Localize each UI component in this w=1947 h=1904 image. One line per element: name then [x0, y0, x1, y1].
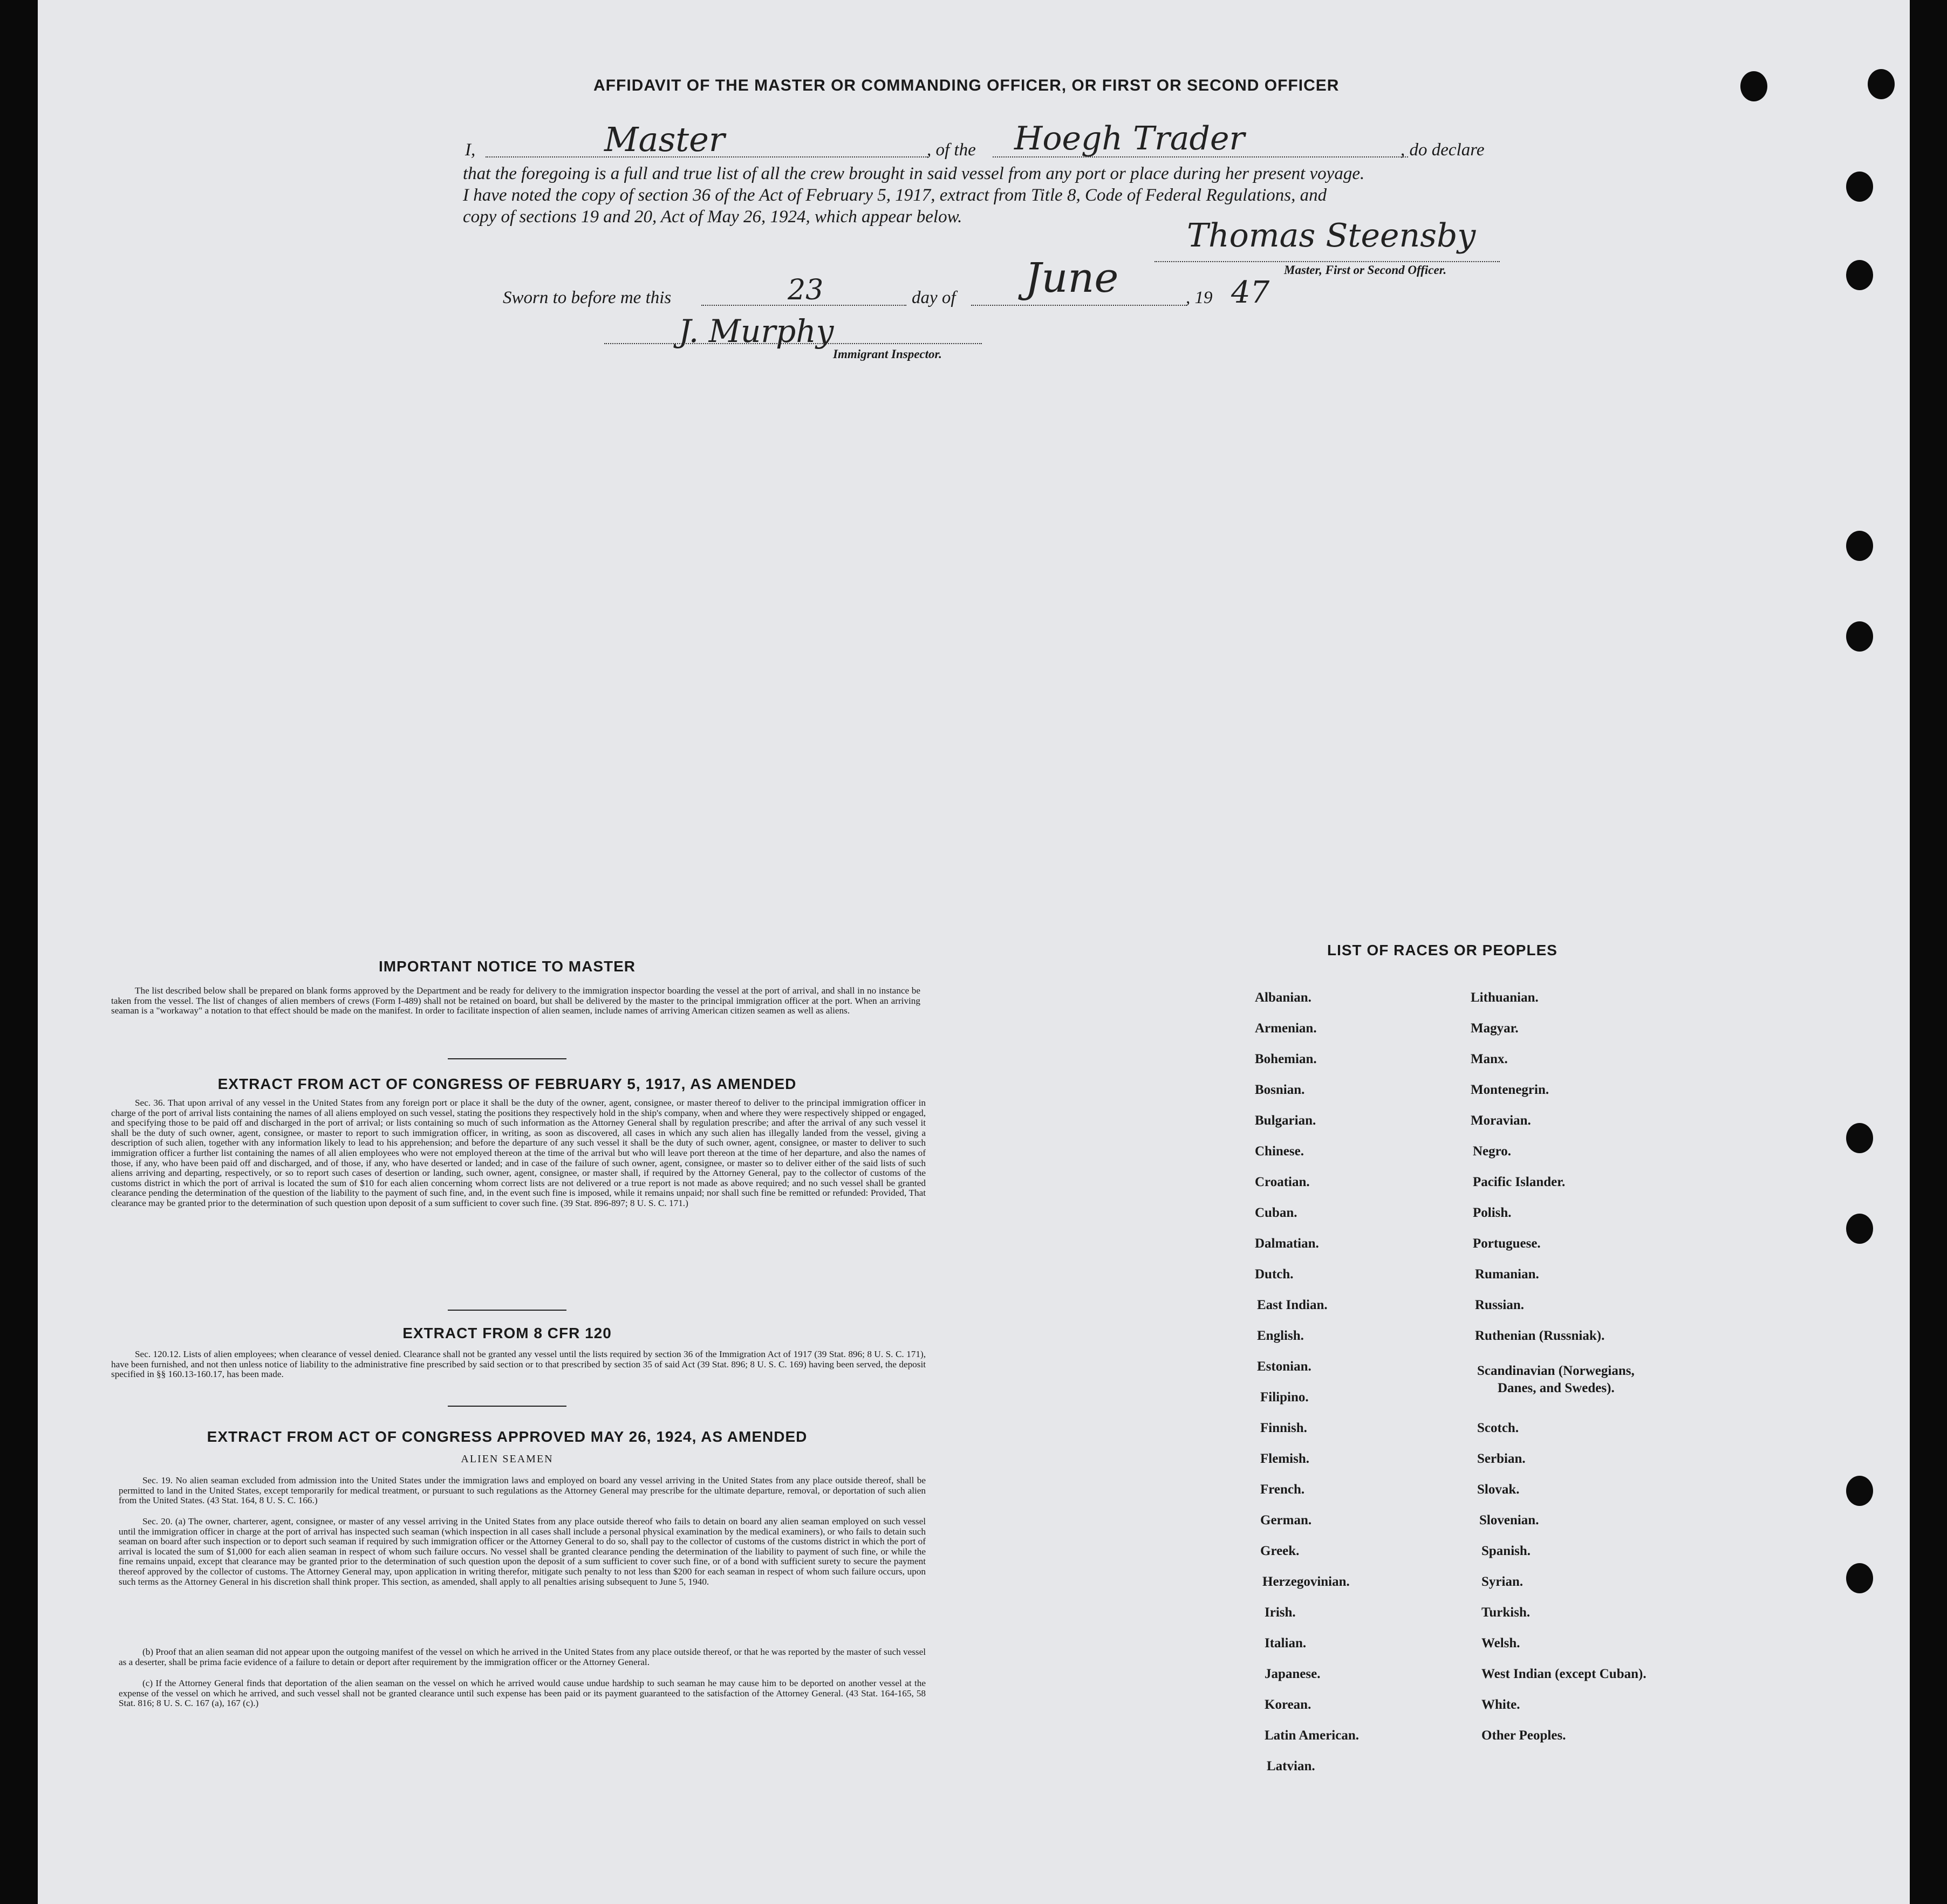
- punch-hole-icon: [1740, 71, 1767, 101]
- month-line: [971, 305, 1187, 306]
- race-item: Flemish.: [1260, 1451, 1309, 1466]
- signature-caption: Master, First or Second Officer.: [1284, 263, 1447, 277]
- punch-hole-icon: [1846, 172, 1873, 202]
- race-item: Lithuanian.: [1471, 990, 1539, 1005]
- divider: [448, 1406, 566, 1407]
- notice-title: IMPORTANT NOTICE TO MASTER: [378, 958, 636, 975]
- race-item: Latin American.: [1265, 1728, 1359, 1743]
- race-item: Magyar.: [1471, 1021, 1519, 1036]
- race-item: Latvian.: [1267, 1759, 1315, 1773]
- race-item: German.: [1260, 1513, 1312, 1528]
- race-item: Portuguese.: [1473, 1236, 1541, 1251]
- race-item: Montenegrin.: [1471, 1083, 1549, 1097]
- races-title: LIST OF RACES OR PEOPLES: [1327, 942, 1557, 958]
- race-item: Slovenian.: [1479, 1513, 1539, 1528]
- race-item: Irish.: [1265, 1605, 1296, 1620]
- race-item: Estonian.: [1257, 1359, 1311, 1374]
- month-handwritten: June: [1025, 254, 1119, 302]
- inspector-caption: Immigrant Inspector.: [833, 347, 942, 361]
- year-handwritten: 47: [1231, 275, 1270, 310]
- punch-hole-icon: [1846, 1123, 1873, 1153]
- race-item: Rumanian.: [1475, 1267, 1539, 1282]
- officer-handwritten: Master: [604, 120, 725, 159]
- extract-cfr-title: EXTRACT FROM 8 CFR 120: [402, 1325, 612, 1341]
- divider: [448, 1058, 566, 1059]
- race-item: Finnish.: [1260, 1421, 1307, 1435]
- race-item: White.: [1481, 1697, 1520, 1712]
- race-item: Japanese.: [1265, 1667, 1321, 1681]
- do-declare-label: , do declare: [1401, 140, 1485, 160]
- race-item: Dalmatian.: [1255, 1236, 1319, 1251]
- year-prefix: , 19: [1186, 288, 1213, 307]
- sworn-label: Sworn to before me this: [503, 288, 672, 307]
- sec19-body: Sec. 19. No alien seaman excluded from admission into the United States under the immigration laws and employed on board any vessel arriving in the United States from any place outside thereof, shall be permitted to land in the United States, except temporarily for medical treatment, or pursuant to such regulations as the Attorney General may prescribe for the ultimate departure, removal, or deportation of such alien from the United States. (43 Stat. 164, 8 U. S. C. 166.): [119, 1475, 926, 1506]
- race-item: Scandinavian (Norwegians,: [1477, 1364, 1635, 1378]
- declaration-line-3: I have noted the copy of section 36 of the Act of February 5, 1917, extract from Title 8, Code of Federal Regulations, and: [463, 186, 1327, 205]
- race-item: Turkish.: [1481, 1605, 1531, 1620]
- punch-hole-icon: [1846, 1563, 1873, 1593]
- affidavit-title: AFFIDAVIT OF THE MASTER OR COMMANDING OFFICER, OR FIRST OR SECOND OFFICER: [593, 77, 1340, 94]
- race-item: Chinese.: [1255, 1144, 1304, 1159]
- alien-seamen-subtitle: ALIEN SEAMEN: [461, 1453, 554, 1465]
- master-signature: Thomas Steensby: [1187, 217, 1476, 255]
- race-item: Slovak.: [1477, 1482, 1520, 1497]
- i-label: I,: [465, 140, 476, 160]
- notice-body: The list described below shall be prepared on blank forms approved by the Department and be ready for delivery to the immigration inspector boarding the vessel at the port of arrival, and shall in no instance be taken from the vessel. The list of changes of alien members of crews (Form I-489) shall not be retained on board, but shall be delivered by the master to the principal immigration officer at the port. When an arriving seaman is a "workaway" a notation to that effect should be made on the manifest. In order to facilitate inspection of alien seamen, include names of arriving American citizen seamen as well as aliens.: [111, 985, 920, 1016]
- extract-1917-body: Sec. 36. That upon arrival of any vessel in the United States from any foreign port or place it shall be the duty of the owner, agent, consignee, or master thereof to deliver to the principal immigration officer in charge of the port of arrival lists containing the names of all aliens employed on such vessel, stating the positions they respectively hold in the ship's company, when and where they were respectively shipped or engaged, and specifying those to be paid off and discharged in the port of arrival; or lists containing so much of such information as the Attorney General shall by regulation prescribe; and after the arrival of any such vessel it shall be the duty of such owner, agent, consignee, or master to report to such immigration officer, in writing, as soon as discovered, all cases in which any such alien has illegally landed from the vessel, giving a description of such alien, together with any information likely to lead to his apprehension; and before the departure of any such vessel it shall be the duty of such owner, agent, consignee, or master to deliver to such immigration officer a further list containing the names of all alien employees who were not employed thereon at the time of the arrival but who will leave port thereon at the time of her departure, and also the names of those, if any, who have been paid off and discharged, and of those, if any, who have deserted or landed; and in case of the failure of such owner, agent, consignee, or master so to deliver either of the said lists of such aliens arriving and departing, respectively, or so to report such cases of desertion or landing, such owner, agent, consignee, or master shall, if required by the Attorney General, pay to the collector of customs of the customs district in which the port of arrival is located the sum of $10 for each alien concerning whom correct lists are not delivered or a true report is not made as above required; and no such vessel shall be granted clearance pending the determination of the question of the liability to the payment of such fine, and, in the event such fine is imposed, while it remains unpaid; nor shall such fine be remitted or refunded: Provided, That clearance may be granted prior to the determination of such question upon deposit of a sum sufficient to cover such fine. (39 Stat. 896-897; 8 U. S. C. 171.): [111, 1098, 926, 1208]
- race-item: Italian.: [1265, 1636, 1307, 1650]
- punch-hole-icon: [1846, 531, 1873, 561]
- divider: [448, 1310, 566, 1311]
- race-item: Scotch.: [1477, 1421, 1519, 1435]
- race-item: Other Peoples.: [1481, 1728, 1566, 1743]
- race-item: Bulgarian.: [1255, 1113, 1316, 1128]
- race-item: Ruthenian (Russniak).: [1475, 1328, 1605, 1343]
- race-item: English.: [1257, 1328, 1304, 1343]
- sec20c-body: (c) If the Attorney General finds that deportation of the alien seaman on the vessel on which he arrived would cause undue hardship to such seaman he may cause him to be deported on another vessel at the expense of the vessel on which he arrived, and such vessel shall not be granted clearance until such expense has been paid or its payment guaranteed to the satisfaction of the Attorney General. (43 Stat. 164-165, 58 Stat. 816; 8 U. S. C. 167 (a), 167 (c).): [119, 1678, 926, 1709]
- race-item: Greek.: [1260, 1544, 1300, 1558]
- race-item: Danes, and Swedes).: [1498, 1381, 1615, 1395]
- race-item: Herzegovinian.: [1262, 1574, 1350, 1589]
- race-item: Cuban.: [1255, 1206, 1297, 1220]
- day-handwritten: 23: [788, 274, 824, 306]
- race-item: Filipino.: [1260, 1390, 1309, 1405]
- document-page: [38, 0, 1910, 1904]
- race-item: Croatian.: [1255, 1175, 1310, 1189]
- race-item: Syrian.: [1481, 1574, 1524, 1589]
- race-item: Korean.: [1265, 1697, 1311, 1712]
- extract-1917-title: EXTRACT FROM ACT OF CONGRESS OF FEBRUARY 5, 1917, AS AMENDED: [217, 1076, 797, 1092]
- punch-hole-icon: [1846, 260, 1873, 290]
- race-item: Bohemian.: [1255, 1052, 1317, 1066]
- race-item: Polish.: [1473, 1206, 1512, 1220]
- day-of-label: day of: [912, 288, 956, 307]
- race-item: Russian.: [1475, 1298, 1525, 1312]
- race-item: Spanish.: [1481, 1544, 1531, 1558]
- inspector-line: [604, 343, 982, 344]
- declaration-line-2: that the foregoing is a full and true list of all the crew brought in said vessel from any port or place during her present voyage.: [463, 164, 1365, 183]
- race-item: Moravian.: [1471, 1113, 1531, 1128]
- vessel-handwritten: Hoegh Trader: [1014, 120, 1245, 157]
- extract-cfr-body: Sec. 120.12. Lists of alien employees; when clearance of vessel denied. Clearance shall not be granted any vessel until the lists required by section 36 of the Immigration Act of 1917 (39 Stat. 896; 8 U. S. C. 171), have been furnished, and not then unless notice of liability to the administrative fine prescribed by said section or to that prescribed by section 35 of said Act (39 Stat. 896; 8 U. S. C. 169) having been served, the deposit specified in §§ 160.13-160.17, has been made.: [111, 1349, 926, 1380]
- race-item: Manx.: [1471, 1052, 1508, 1066]
- punch-hole-icon: [1846, 621, 1873, 652]
- race-item: Albanian.: [1255, 990, 1311, 1005]
- race-item: East Indian.: [1257, 1298, 1328, 1312]
- punch-hole-icon: [1868, 69, 1895, 99]
- race-item: Negro.: [1473, 1144, 1512, 1159]
- race-item: Pacific Islander.: [1473, 1175, 1566, 1189]
- race-item: French.: [1260, 1482, 1305, 1497]
- race-item: Dutch.: [1255, 1267, 1294, 1282]
- declaration-line-4: copy of sections 19 and 20, Act of May 26, 1924, which appear below.: [463, 207, 962, 227]
- signature-line: [1154, 261, 1500, 262]
- race-item: Serbian.: [1477, 1451, 1526, 1466]
- race-item: West Indian (except Cuban).: [1481, 1667, 1647, 1681]
- sec20b-body: (b) Proof that an alien seaman did not appear upon the outgoing manifest of the vessel on which he arrived in the United States from any place outside thereof, or that he was reported by the master of such vessel as a deserter, shall be prima facie evidence of a failure to detain or deport after requirement by the immigration officer or the Attorney General.: [119, 1647, 926, 1667]
- extract-1924-title: EXTRACT FROM ACT OF CONGRESS APPROVED MAY 26, 1924, AS AMENDED: [207, 1428, 808, 1445]
- punch-hole-icon: [1846, 1214, 1873, 1244]
- sec20a-body: Sec. 20. (a) The owner, charterer, agent, consignee, or master of any vessel arriving in the United States from any place outside thereof who fails to detain on board any alien seaman employed on such vessel until the immigration officer in charge at the port of arrival has inspected such seaman (which inspection in all cases shall include a personal physical examination by the medical examiners), or who fails to detain such seaman on board after such inspection or to deport such seaman if required by such immigration officer or the Attorney General to do so, shall pay to the collector of customs of the customs district in which the port of arrival is located the sum of $1,000 for each alien seaman in respect of whom such failure occurs. No vessel shall be granted clearance pending the determination of the liability to payment of such fine, or while the fine remains unpaid, except that clearance may be granted prior to the determination of such question upon the deposit of a sum sufficient to cover such fine, or of a bond with sufficient surety to secure the payment thereof approved by the collector of customs. The Attorney General may, upon application in writing therefor, mitigate such penalty to not less than $200 for each seaman in respect of whom such failure occurs, upon such terms as the Attorney General in his discretion shall think proper. This section, as amended, shall apply to all penalties arising subsequent to June 5, 1940.: [119, 1516, 926, 1587]
- inspector-signature: J. Murphy: [679, 313, 834, 350]
- race-item: Armenian.: [1255, 1021, 1317, 1036]
- of-the-label: , of the: [927, 140, 976, 160]
- race-item: Bosnian.: [1255, 1083, 1305, 1097]
- race-item: Welsh.: [1481, 1636, 1520, 1650]
- punch-hole-icon: [1846, 1476, 1873, 1506]
